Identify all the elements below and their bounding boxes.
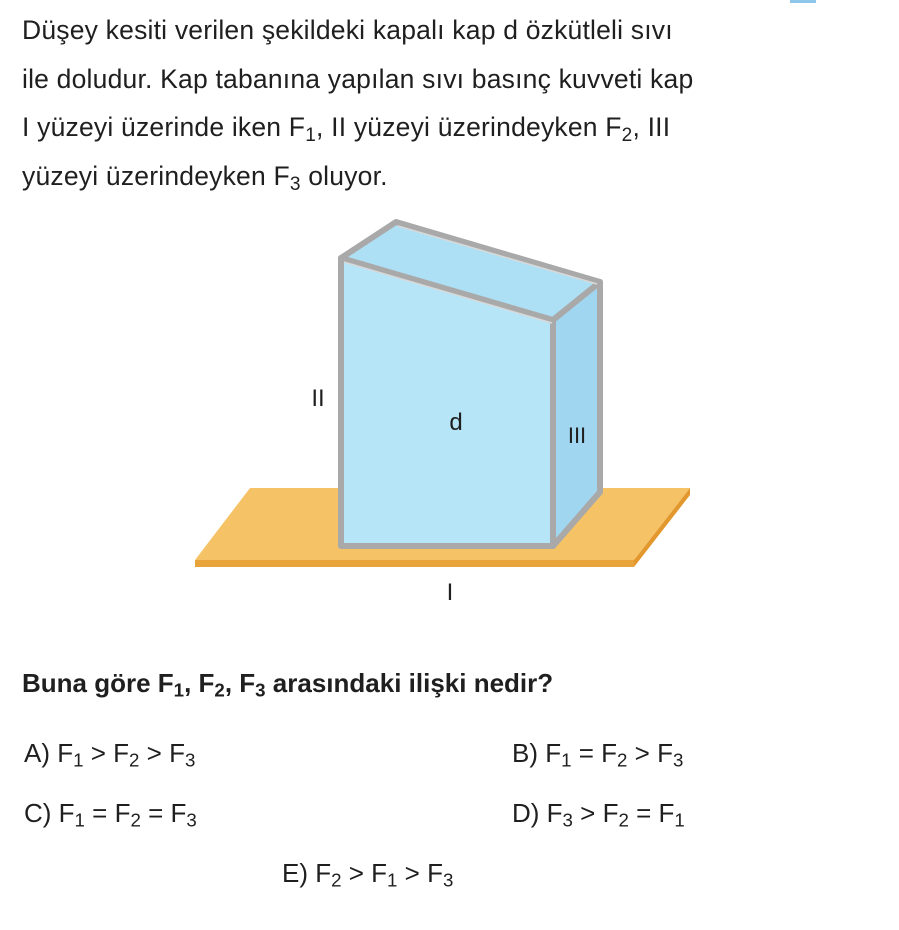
prompt-text: , F bbox=[224, 668, 256, 698]
subscript: 2 bbox=[621, 124, 633, 146]
subscript: 1 bbox=[173, 679, 185, 701]
stem-line-1: Düşey kesiti verilen şekildeki kapalı kap d özkütleli sıvı bbox=[22, 15, 673, 45]
option-c[interactable] bbox=[24, 798, 197, 829]
subscript: 3 bbox=[184, 749, 196, 771]
option-text: = F bbox=[140, 798, 187, 828]
prompt-text: arasındaki ilişki nedir? bbox=[265, 668, 554, 698]
option-a[interactable] bbox=[24, 738, 195, 769]
stem-line-4 bbox=[22, 152, 882, 201]
subscript: 1 bbox=[561, 749, 572, 771]
option-d[interactable] bbox=[512, 798, 685, 829]
subscript: 3 bbox=[442, 869, 454, 891]
surface-label-III: III bbox=[567, 423, 587, 448]
subscript: 2 bbox=[130, 809, 141, 831]
subscript: 2 bbox=[618, 809, 629, 831]
question-prompt bbox=[22, 668, 553, 699]
option-text: B) F bbox=[512, 738, 562, 768]
subscript: 1 bbox=[674, 809, 685, 831]
page-corner-tab bbox=[790, 0, 816, 3]
stem-line-3 bbox=[22, 103, 882, 152]
subscript: 2 bbox=[331, 869, 342, 891]
subscript: 3 bbox=[672, 749, 684, 771]
option-text: E) F bbox=[282, 858, 332, 888]
subscript: 1 bbox=[73, 749, 84, 771]
subscript: 1 bbox=[74, 809, 85, 831]
option-text: > F bbox=[627, 738, 673, 768]
table-front-edge bbox=[195, 560, 634, 567]
stem-text: I yüzeyi üzerinde iken F bbox=[22, 112, 306, 142]
option-text: > F bbox=[572, 798, 619, 828]
stem-text: , II yüzeyi üzerindeyken F bbox=[316, 112, 622, 142]
prompt-text: , F bbox=[184, 668, 215, 698]
subscript: 3 bbox=[255, 679, 266, 701]
stem-line-2: ile doludur. Kap tabanına yapılan sıvı basınç kuvveti kap bbox=[22, 63, 694, 94]
container-figure bbox=[0, 200, 899, 620]
stem-text: oluyor. bbox=[300, 160, 388, 191]
prompt-text: Buna göre F bbox=[22, 668, 174, 698]
option-e[interactable] bbox=[282, 858, 453, 889]
option-text: = F bbox=[571, 738, 618, 768]
option-text: > F bbox=[341, 858, 388, 888]
option-text: D) F bbox=[512, 798, 563, 828]
subscript: 3 bbox=[562, 809, 573, 831]
subscript: 3 bbox=[186, 809, 197, 831]
stem-text: yüzeyi üzerindeyken F bbox=[22, 160, 290, 191]
surface-label-I: I bbox=[446, 579, 454, 606]
option-text: > F bbox=[397, 858, 443, 888]
subscript: 1 bbox=[305, 124, 316, 146]
option-text: = F bbox=[84, 798, 131, 828]
subscript: 2 bbox=[214, 679, 225, 701]
surface-label-II: II bbox=[311, 385, 325, 412]
question-stem bbox=[22, 6, 882, 200]
option-text: C) F bbox=[24, 798, 75, 828]
subscript: 2 bbox=[617, 749, 628, 771]
stem-text: , III bbox=[632, 112, 671, 142]
option-text: A) F bbox=[24, 738, 74, 768]
liquid-label-d: d bbox=[449, 409, 463, 436]
option-text: = F bbox=[628, 798, 675, 828]
subscript: 1 bbox=[387, 869, 398, 891]
option-text: > F bbox=[83, 738, 130, 768]
option-b[interactable] bbox=[512, 738, 683, 769]
subscript: 2 bbox=[129, 749, 140, 771]
option-text: > F bbox=[139, 738, 185, 768]
subscript: 3 bbox=[289, 173, 301, 195]
